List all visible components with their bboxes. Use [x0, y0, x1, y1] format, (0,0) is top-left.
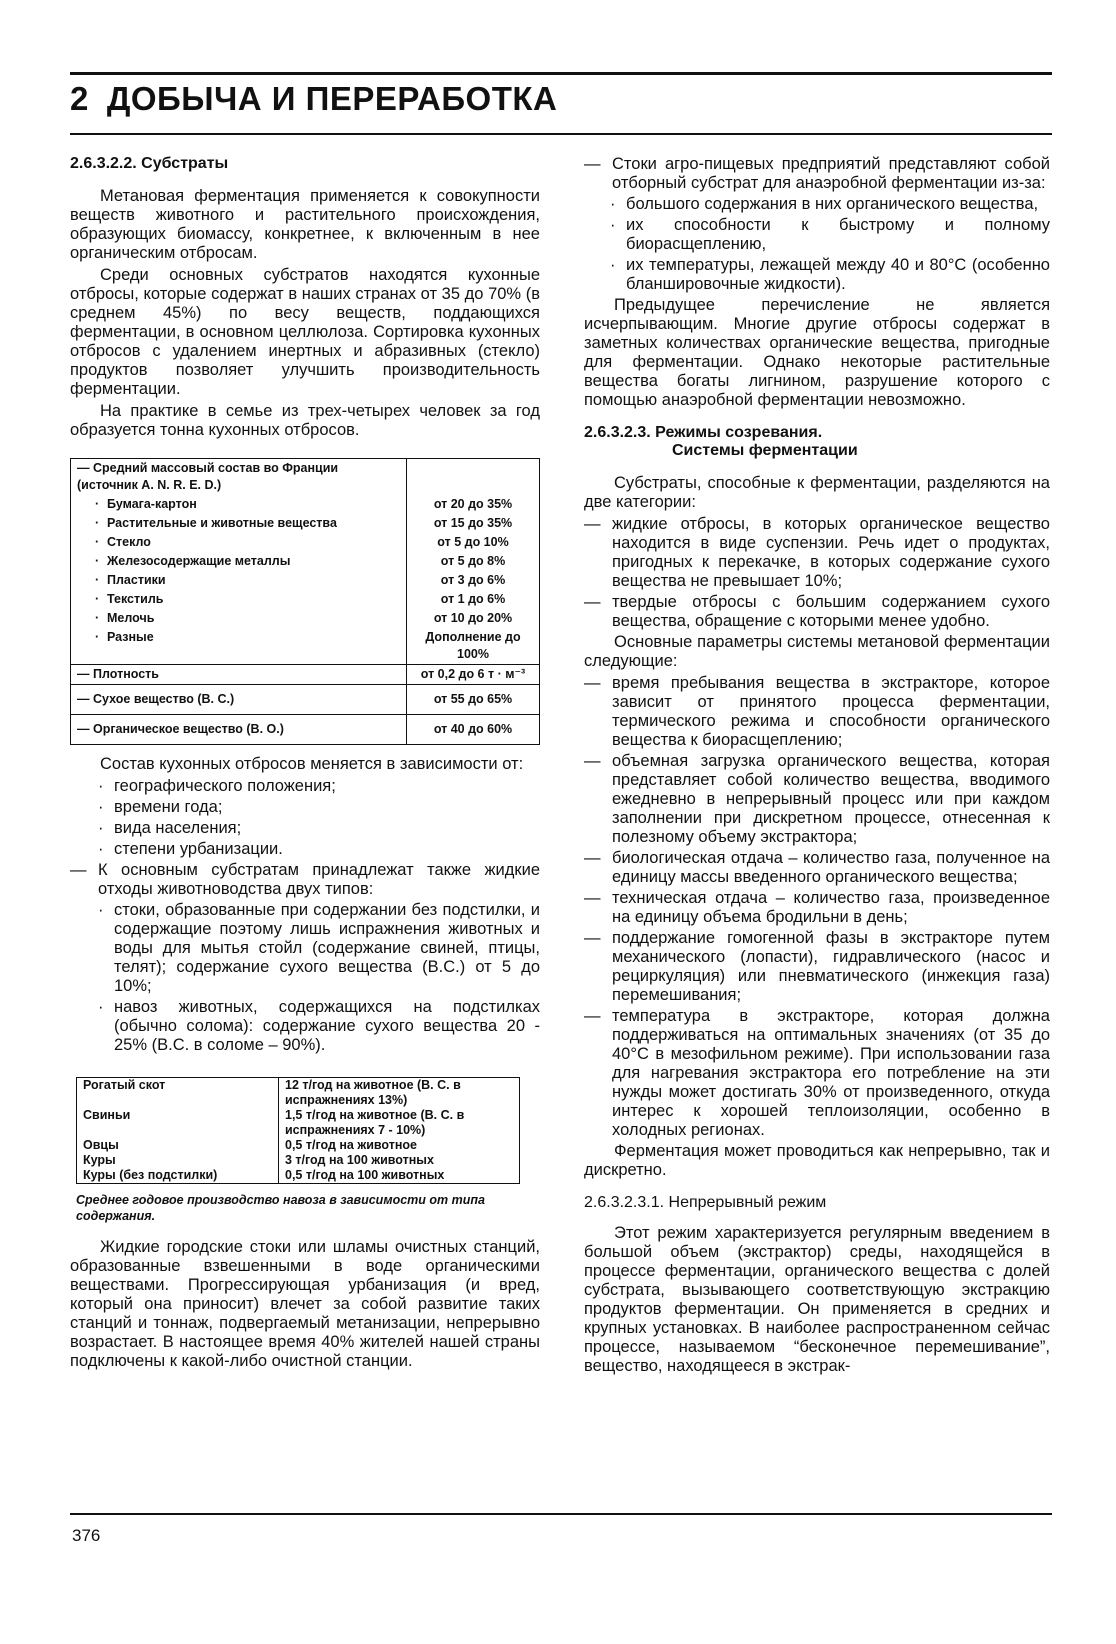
- bullet-mark: ·: [98, 901, 104, 919]
- item-label: Разные: [107, 630, 154, 644]
- manure-label: Куры (без подстилки): [83, 1168, 218, 1182]
- bullet-mark: ·: [95, 573, 100, 587]
- list-item-text: большого содержания в них органического вещества,: [626, 195, 1039, 213]
- bullet-mark: ·: [95, 535, 100, 549]
- composition-item: [71, 495, 407, 514]
- dash-item: [584, 155, 1050, 193]
- dash-mark: —: [77, 722, 90, 736]
- dash-item: [584, 849, 1050, 887]
- dash-item: [584, 929, 1050, 1005]
- dash-item: [584, 515, 1050, 591]
- header-rule-bottom: [70, 133, 1052, 135]
- bullet-mark: ·: [95, 516, 100, 530]
- bullet-mark: ·: [95, 592, 100, 606]
- dash-item: [584, 593, 1050, 631]
- item-value: от 15 до 35%: [407, 514, 540, 533]
- item-label: Текстиль: [107, 592, 164, 606]
- bullet-mark: ·: [610, 216, 616, 234]
- paragraph: Субстраты, способные к ферментации, разделяются на две категории:: [584, 474, 1050, 511]
- item-label: Растительные и животные вещества: [107, 516, 337, 530]
- item-label: Стекло: [107, 535, 151, 549]
- dash-item: [584, 1007, 1050, 1140]
- paragraph: Состав кухонных отбросов меняется в зависимости от:: [100, 755, 524, 773]
- list-item: [70, 840, 540, 859]
- bullet-mark: ·: [95, 630, 100, 644]
- dash-mark: —: [584, 849, 601, 867]
- composition-row: [71, 665, 407, 685]
- dash-item-text: Стоки агро-пищевых предприятий представляют собой отборный субстрат для анаэробной ферментации из-за:: [612, 155, 1050, 192]
- row-label: Сухое вещество (В. С.): [92, 692, 235, 706]
- list-item: [70, 819, 540, 838]
- composition-row: [71, 715, 407, 745]
- item-value: от 5 до 8%: [407, 552, 540, 571]
- paragraph: Жидкие городские стоки или шламы очистных станций, образованные взвешенными в воде органическими веществами. Прогрессирующая урбанизация (и вред, который она приносит) влечет за собой развитие таких станций и тоннаж, подвергаемый метанизации, непрерывно возрастает. В настоящее время 40% жителей нашей страны подключены к какой-либо очистной станции.: [70, 1238, 540, 1370]
- right-column: [584, 155, 1050, 1379]
- chapter-header: [70, 80, 557, 118]
- list-item-text: стоки, образованные при содержании без подстилки, и содержащие поэтому лишь испражнения животных и воды для мытья стойл (содержание свиней, птицы, телят); содержание сухого вещества (В.С.) от 5 до 10%;: [114, 901, 540, 995]
- item-value: от 1 до 6%: [407, 590, 540, 609]
- paragraph: На практике в семье из трех-четырех человек за год образуется тонна кухонных отбросов.: [70, 402, 540, 439]
- dash-mark: —: [584, 515, 601, 533]
- list-item: [584, 256, 1050, 294]
- row-label: Плотность: [92, 667, 159, 681]
- paragraph: Основные параметры системы метановой ферментации следующие:: [584, 633, 1050, 670]
- dash-mark: —: [584, 593, 601, 611]
- composition-table: [70, 458, 540, 745]
- header-rule-top: [70, 72, 1052, 75]
- chapter-title: ДОБЫЧА И ПЕРЕРАБОТКА: [106, 80, 558, 117]
- bullet-mark: ·: [95, 554, 100, 568]
- list-item: [70, 777, 540, 796]
- item-label: Бумага-картон: [107, 497, 197, 511]
- paragraph: Ферментация может проводиться как непрерывно, так и дискретно.: [584, 1142, 1050, 1179]
- paragraph: Предыдущее перечисление не является исчерпывающим. Многие другие отбросы содержат в заметных количествах органические вещества, пригодные для ферментации. Однако некоторые растительные вещества богаты лигнином, разрушение которого с помощью анаэробной ферментации невозможно.: [584, 296, 1050, 409]
- page-number: 376: [72, 1526, 101, 1545]
- item-value: от 3 до 6%: [407, 571, 540, 590]
- footer-rule: [70, 1513, 1052, 1515]
- empty-cell: [407, 459, 540, 496]
- row-value: от 40 до 60%: [407, 715, 540, 745]
- manure-value: 0,5 т/год на животное: [279, 1138, 520, 1153]
- bullet-mark: ·: [98, 777, 104, 795]
- row-label: Органическое вещество (В. О.): [92, 722, 284, 736]
- dash-item: [584, 752, 1050, 847]
- dash-mark: —: [584, 752, 601, 770]
- section-title: 2.6.3.2.2. Субстраты: [70, 155, 229, 172]
- paragraph: Этот режим характеризуется регулярным введением в большой объем (экстрактор) среды, находящейся в процессе ферментации, органического вещества с долей субстрата, вызывающего соответствующую экстракцию продуктов ферментации. Он применяется в средних и крупных установках. В наиболее распространенном сейчас процессе, называемом “бесконечное перемешивание”, вещество, находящееся в экстрак-: [584, 1224, 1050, 1375]
- section-title-line: Системы ферментации: [672, 442, 858, 459]
- manure-value: 1,5 т/год на животное (В. С. в испражнениях 7 - 10%): [279, 1108, 520, 1138]
- composition-item: [71, 571, 407, 590]
- dash-item: [584, 674, 1050, 750]
- dash-mark: —: [584, 929, 601, 947]
- bullet-mark: ·: [610, 256, 616, 274]
- bullet-mark: ·: [98, 798, 104, 816]
- list-item-text: времени года;: [114, 798, 223, 816]
- composition-row: [71, 685, 407, 715]
- section-title-line: 2.6.3.2.3. Режимы созревания.: [584, 424, 823, 441]
- dash-mark: —: [584, 889, 601, 907]
- composition-item: [71, 590, 407, 609]
- bullet-mark: ·: [98, 998, 104, 1016]
- composition-header-text: Средний массовый состав во Франции (источник A. N. R. E. D.): [77, 461, 339, 492]
- dash-mark: —: [584, 155, 601, 173]
- manure-label: Куры: [83, 1153, 116, 1167]
- row-value: от 0,2 до 6 т · м⁻³: [407, 665, 540, 685]
- bullet-mark: ·: [610, 195, 616, 213]
- manure-label: Рогатый скот: [83, 1078, 166, 1092]
- dash-item-text: биологическая отдача – количество газа, полученное на единицу массы введенного органического вещества;: [612, 849, 1050, 886]
- bullet-mark: ·: [98, 840, 104, 858]
- dash-mark: —: [584, 1007, 601, 1025]
- dash-item-text: поддержание гомогенной фазы в экстракторе путем механического (лопасти), гидравлического (насос и рециркуляция) или пневматического (инжекция газа) перемешивания;: [612, 929, 1050, 1004]
- list-item-text: навоз животных, содержащихся на подстилках (обычно солома): содержание сухого вещества 20 - 25% (В.С. в соломе – 90%).: [114, 998, 540, 1054]
- paragraph: Метановая ферментация применяется к совокупности веществ животного и растительного происхождения, образующих биомассу, конкретнее, к включенным в нее органическим отбросам.: [70, 187, 540, 262]
- composition-item: [71, 514, 407, 533]
- item-label: Железосодержащие металлы: [107, 554, 291, 568]
- composition-header: [71, 459, 407, 496]
- manure-table: [76, 1077, 520, 1184]
- dash-item: [70, 861, 540, 899]
- dash-item-text: время пребывания вещества в экстракторе, которое зависит от принятого процесса ферментации, термического режима и способности органического вещества к биорасщеплению;: [612, 674, 1050, 749]
- list-item: [584, 195, 1050, 214]
- list-item-text: их способности к быстрому и полному биорасщеплению,: [626, 216, 1050, 253]
- section-title: [584, 424, 1050, 460]
- dash-mark: —: [70, 861, 87, 879]
- item-value: от 20 до 35%: [407, 495, 540, 514]
- manure-value: 12 т/год на животное (В. С. в испражнениях 13%): [279, 1078, 520, 1109]
- manure-label: Овцы: [83, 1138, 119, 1152]
- list-item-text: географического положения;: [114, 777, 336, 795]
- list-item: [70, 901, 540, 996]
- paragraph: Среди основных субстратов находятся кухонные отбросы, которые содержат в наших странах от 35 до 70% (в среднем 45%) по весу веществ, поддающихся ферментации, в основном целлюлоза. Сортировка кухонных отбросов с удалением инертных и абразивных (стекло) продуктов позволяет улучшить производительность ферментации.: [70, 266, 540, 398]
- dash-item-text: К основным субстратам принадлежат также жидкие отходы животноводства двух типов:: [98, 861, 540, 898]
- bullet-mark: ·: [95, 497, 100, 511]
- dash-item-text: техническая отдача – количество газа, произведенное на единицу объема бродильни в день;: [612, 889, 1050, 926]
- list-item: [70, 798, 540, 817]
- list-item: [584, 216, 1050, 254]
- composition-item: [71, 628, 407, 665]
- dash-mark: —: [584, 674, 601, 692]
- dash-item-text: жидкие отбросы, в которых органическое вещество находится в виде суспензии. Речь идет о продуктах, пригодных к перекачке, в которых содержание сухого вещества не превышает 10%;: [612, 515, 1050, 590]
- composition-item: [71, 552, 407, 571]
- item-value: Дополнение до 100%: [407, 628, 540, 665]
- dash-mark: —: [77, 461, 90, 475]
- bullet-mark: ·: [95, 611, 100, 625]
- list-item-text: вида населения;: [114, 819, 242, 837]
- dash-mark: —: [77, 667, 90, 681]
- composition-item: [71, 533, 407, 552]
- item-value: от 10 до 20%: [407, 609, 540, 628]
- dash-item-text: температура в экстракторе, которая должна поддерживаться на оптимальных значениях (от 35 до 40°C в мезофильном режиме). При использовании газа для нагревания экстрактора его потребление на эти нужды может достигать 30% от произведенного, откуда интерес к хорошей теплоизоляции, особенно в холодных регионах.: [612, 1007, 1050, 1139]
- item-label: Пластики: [107, 573, 166, 587]
- item-label: Мелочь: [107, 611, 155, 625]
- composition-item: [71, 609, 407, 628]
- dash-mark: —: [77, 692, 90, 706]
- bullet-mark: ·: [98, 819, 104, 837]
- manure-value: 3 т/год на 100 животных: [279, 1153, 520, 1168]
- chapter-number: 2: [70, 80, 89, 117]
- manure-label: Свиньи: [83, 1108, 131, 1122]
- row-value: от 55 до 65%: [407, 685, 540, 715]
- subsection-title: 2.6.3.2.3.1. Непрерывный режим: [584, 1194, 827, 1211]
- left-column: [70, 155, 540, 1374]
- list-item: [70, 998, 540, 1055]
- manure-value: 0,5 т/год на 100 животных: [279, 1168, 520, 1184]
- dash-item-text: объемная загрузка органического вещества, которая представляет собой количество вещества, вводимого ежедневно в непрерывный процесс или при каждом заполнении при дискретном процессе, отнесенная к полезному объему экстрактора;: [612, 752, 1050, 846]
- table-caption: Среднее годовое производство навоза в зависимости от типа содержания.: [76, 1193, 485, 1223]
- list-item-text: их температуры, лежащей между 40 и 80°C (особенно бланшировочные жидкости).: [626, 256, 1050, 293]
- list-item-text: степени урбанизации.: [114, 840, 283, 858]
- dash-item: [584, 889, 1050, 927]
- item-value: от 5 до 10%: [407, 533, 540, 552]
- dash-item-text: твердые отбросы с большим содержанием сухого вещества, обращение с которыми менее удобно.: [612, 593, 1050, 630]
